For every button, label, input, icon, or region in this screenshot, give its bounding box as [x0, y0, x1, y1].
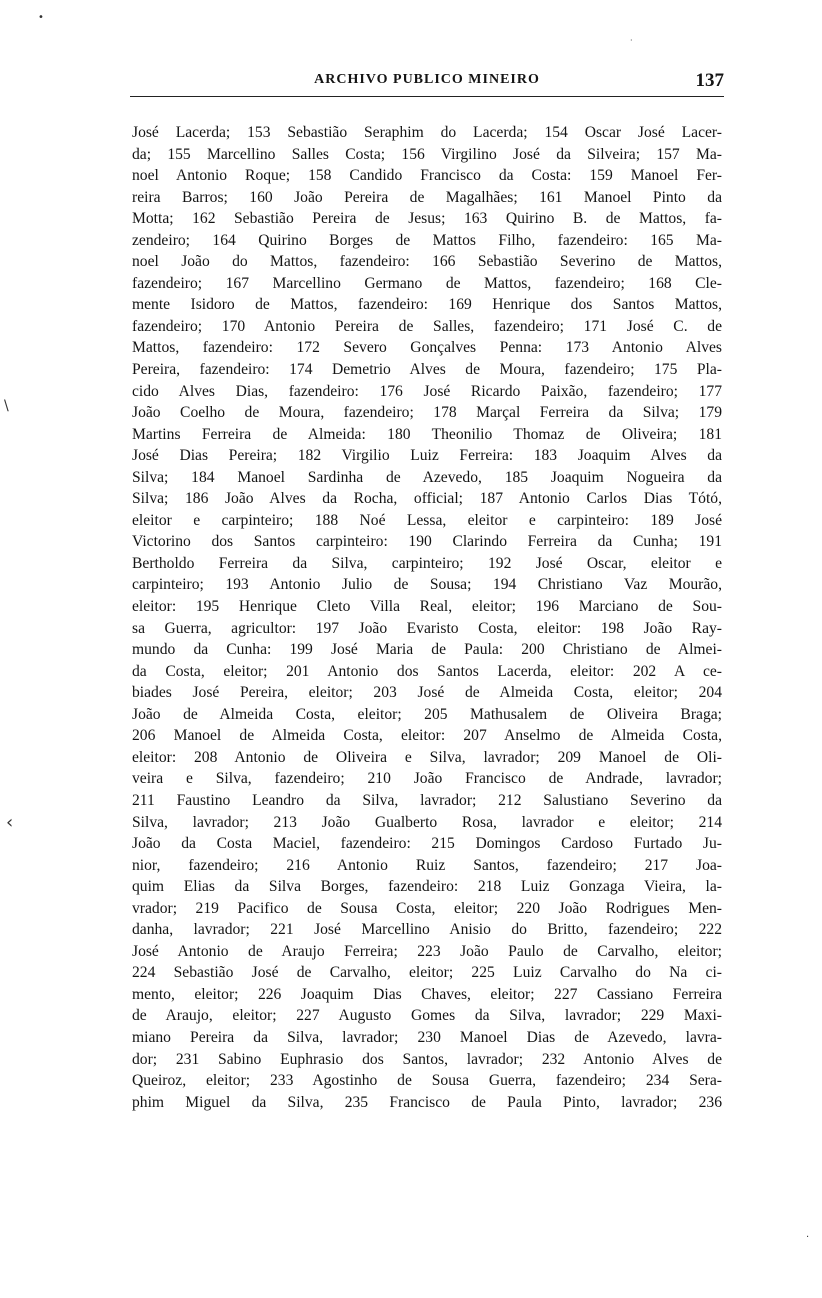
running-header — [130, 70, 724, 96]
body-line: noel Antonio Roque; 158 Candido Francisco da Costa: 159 Manoel Fer- — [132, 167, 722, 185]
stray-mark-top-right: · — [630, 36, 633, 45]
body-line: fazendeiro; 170 Antonio Pereira de Salles, fazendeiro; 171 José C. de — [132, 317, 722, 335]
body-text — [132, 122, 722, 1113]
header-rule — [130, 96, 724, 97]
body-line: 224 Sebastião José de Carvalho, eleitor; 225 Luiz Carvalho do Na ci- — [132, 964, 722, 982]
running-header-title: ARCHIVO PUBLICO MINEIRO — [314, 72, 540, 87]
body-line: 206 Manoel de Almeida Costa, eleitor: 207 Anselmo de Almeida Costa, — [132, 727, 722, 745]
body-line: 211 Faustino Leandro da Silva, lavrador; 212 Salustiano Severino da — [132, 791, 722, 809]
body-line: Martins Ferreira de Almeida: 180 Theonilio Thomaz de Oliveira; 181 — [132, 425, 722, 443]
body-line: eleitor: 208 Antonio de Oliveira e Silva, lavrador; 209 Manoel de Oli- — [132, 748, 722, 766]
stray-mark-bottom-right: · — [806, 1232, 810, 1243]
body-line: de Araujo, eleitor; 227 Augusto Gomes da Silva, lavrador; 229 Maxi- — [132, 1007, 722, 1025]
body-line: quim Elias da Silva Borges, fazendeiro: 218 Luiz Gonzaga Vieira, la- — [132, 878, 722, 896]
body-line: carpinteiro; 193 Antonio Julio de Sousa; 194 Christiano Vaz Mourão, — [132, 576, 722, 594]
body-line: Motta; 162 Sebastião Pereira de Jesus; 163 Quirino B. de Mattos, fa- — [132, 210, 722, 228]
body-line: miano Pereira da Silva, lavrador; 230 Manoel Dias de Azevedo, lavra- — [132, 1028, 722, 1046]
body-line: veira e Silva, fazendeiro; 210 João Francisco de Andrade, lavrador; — [132, 770, 722, 788]
margin-mark-left-2: ‹ — [6, 812, 14, 833]
body-line: reira Barros; 160 João Pereira de Magalhães; 161 Manoel Pinto da — [132, 188, 722, 206]
body-line: José Antonio de Araujo Ferreira; 223 João Paulo de Carvalho, eleitor; — [132, 942, 722, 960]
body-line: danha, lavrador; 221 José Marcellino Anisio do Britto, fazendeiro; 222 — [132, 921, 722, 939]
body-line: João de Almeida Costa, eleitor; 205 Mathusalem de Oliveira Braga; — [132, 705, 722, 723]
body-line: mento, eleitor; 226 Joaquim Dias Chaves, eleitor; 227 Cassiano Ferreira — [132, 985, 722, 1003]
body-line: Silva; 184 Manoel Sardinha de Azevedo, 185 Joaquim Nogueira da — [132, 468, 722, 486]
body-line: Silva; 186 João Alves da Rocha, official; 187 Antonio Carlos Dias Tótó, — [132, 490, 722, 508]
body-line: fazendeiro; 167 Marcellino Germano de Mattos, fazendeiro; 168 Cle- — [132, 274, 722, 292]
body-line: cido Alves Dias, fazendeiro: 176 José Ricardo Paixão, fazendeiro; 177 — [132, 382, 722, 400]
body-line: Silva, lavrador; 213 João Gualberto Rosa, lavrador e eleitor; 214 — [132, 813, 722, 831]
body-line: biades José Pereira, eleitor; 203 José de Almeida Costa, eleitor; 204 — [132, 684, 722, 702]
body-line: sa Guerra, agricultor: 197 João Evaristo Costa, eleitor: 198 João Ray- — [132, 619, 722, 637]
body-line: noel João do Mattos, fazendeiro: 166 Sebastião Severino de Mattos, — [132, 253, 722, 271]
body-line: Mattos, fazendeiro: 172 Severo Gonçalves Penna: 173 Antonio Alves — [132, 339, 722, 357]
body-line: João da Costa Maciel, fazendeiro: 215 Domingos Cardoso Furtado Ju- — [132, 835, 722, 853]
body-line: mente Isidoro de Mattos, fazendeiro: 169 Henrique dos Santos Mattos, — [132, 296, 722, 314]
margin-mark-left-1: \ — [4, 398, 9, 414]
body-line: Queiroz, eleitor; 233 Agostinho de Sousa Guerra, fazendeiro; 234 Sera- — [132, 1072, 722, 1090]
page-number: 137 — [695, 70, 724, 91]
body-line: da Costa, eleitor; 201 Antonio dos Santos Lacerda, eleitor: 202 A ce- — [132, 662, 722, 680]
stray-mark-top-left: • — [38, 12, 44, 23]
body-line: Victorino dos Santos carpinteiro: 190 Clarindo Ferreira da Cunha; 191 — [132, 533, 722, 551]
body-line: Bertholdo Ferreira da Silva, carpinteiro; 192 José Oscar, eleitor e — [132, 554, 722, 572]
body-line: José Dias Pereira; 182 Virgilio Luiz Ferreira: 183 Joaquim Alves da — [132, 447, 722, 465]
body-line: da; 155 Marcellino Salles Costa; 156 Virgilino José da Silveira; 157 Ma- — [132, 145, 722, 163]
body-line: dor; 231 Sabino Euphrasio dos Santos, lavrador; 232 Antonio Alves de — [132, 1050, 722, 1068]
body-line: Pereira, fazendeiro: 174 Demetrio Alves de Moura, fazendeiro; 175 Pla- — [132, 361, 722, 379]
body-line: vrador; 219 Pacifico de Sousa Costa, eleitor; 220 João Rodrigues Men- — [132, 899, 722, 917]
body-line: João Coelho de Moura, fazendeiro; 178 Marçal Ferreira da Silva; 179 — [132, 404, 722, 422]
body-line: phim Miguel da Silva, 235 Francisco de Paula Pinto, lavrador; 236 — [132, 1093, 722, 1111]
body-line: eleitor: 195 Henrique Cleto Villa Real, eleitor; 196 Marciano de Sou- — [132, 598, 722, 616]
body-line: nior, fazendeiro; 216 Antonio Ruiz Santos, fazendeiro; 217 Joa- — [132, 856, 722, 874]
body-line: zendeiro; 164 Quirino Borges de Mattos Filho, fazendeiro: 165 Ma- — [132, 231, 722, 249]
body-line: mundo da Cunha: 199 José Maria de Paula: 200 Christiano de Almei- — [132, 641, 722, 659]
body-line: eleitor e carpinteiro; 188 Noé Lessa, eleitor e carpinteiro: 189 José — [132, 511, 722, 529]
body-line: José Lacerda; 153 Sebastião Seraphim do Lacerda; 154 Oscar José Lacer- — [132, 124, 722, 141]
